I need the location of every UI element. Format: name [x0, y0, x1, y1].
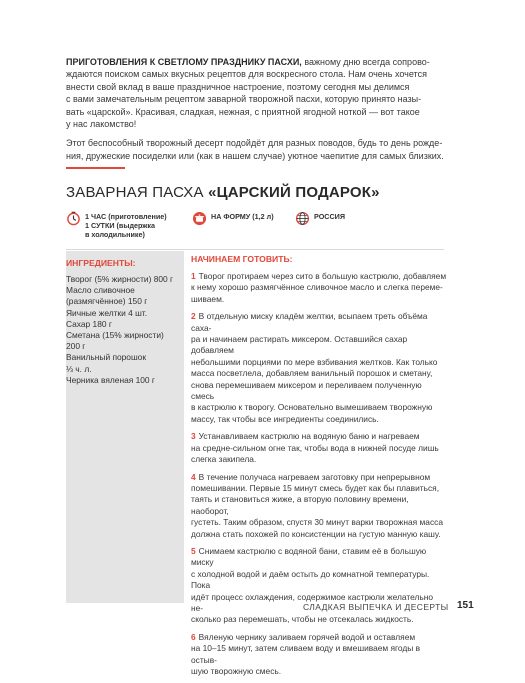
ingredient-item: Сахар 180 г: [66, 318, 112, 329]
step-line: слегка закипела.: [191, 454, 257, 465]
page-number: 151: [457, 600, 474, 611]
step-text: Вяленую чернику заливаем горячей водой и оставляем: [198, 631, 416, 642]
step-item: [191, 431, 447, 465]
step-line: должна стать похожей по консистенции на густую манную кашу.: [191, 528, 441, 539]
ingredient-item: Сметана (15% жирности): [66, 330, 164, 341]
globe-icon: [295, 211, 310, 226]
ingredient-item: Яичные желтки 4 шт.: [66, 307, 148, 318]
step-line: шую творожную смесь.: [191, 666, 282, 676]
meta-form-label: НА ФОРМУ (1,2 л): [211, 212, 274, 221]
step-line: помешивании. Первые 15 минут смесь будет как бы плавиться,: [191, 482, 440, 493]
recipe-title-prefix: ЗАВАРНАЯ ПАСХА: [66, 184, 204, 201]
text-line: ния, дружеские посиделки или (как в нашем случае) уютное чаепитие для самых близких.: [66, 150, 444, 161]
step-line: с холодной водой и даём остыть до комнатной температуры. Пока: [191, 568, 430, 591]
ingredient-item: Черника вяленая 100 г: [66, 374, 155, 385]
step-item: [191, 271, 447, 305]
step-number: 3: [191, 431, 196, 442]
intro-line: у нас лакомство!: [66, 119, 137, 130]
ingredient-item: 200 г: [66, 341, 86, 352]
intro-lead: ПРИГОТОВЛЕНИЯ К СВЕТЛОМУ ПРАЗДНИКУ ПАСХИ,: [66, 57, 302, 67]
meta-time: [66, 211, 167, 239]
meta-form: [192, 211, 274, 226]
intro-line: важному дню всегда сопрово-: [301, 57, 430, 67]
step-line: ра и начинаем растирать миксером. Оставшийся сахар добавляем: [191, 334, 408, 356]
step-number: 2: [191, 311, 196, 322]
step-number: 4: [191, 471, 196, 482]
step-line: шиваем.: [191, 293, 225, 304]
text-line: Этот беспособный творожный десерт подойдёт для разных поводов, будь то день рожде-: [66, 138, 443, 149]
steps-heading: НАЧИНАЕМ ГОТОВИТЬ:: [191, 254, 293, 264]
step-number: 6: [191, 631, 196, 642]
step-line: идёт процесс охлаждения, содержимое кастрюли желательно не-: [191, 591, 434, 613]
intro-line: с вами замечательным рецептом заварной творожной пасхи, которую принято назы-: [66, 94, 422, 105]
step-line: [191, 431, 447, 442]
meta-time-line: 1 ЧАС (приготовление): [85, 212, 167, 221]
step-item: [191, 632, 447, 678]
step-text: Устанавливаем кастрюлю на водяную баню и нагреваем: [198, 431, 420, 442]
step-line: снова перемешиваем миксером и переливаем полученную смесь: [191, 379, 422, 402]
step-text: Творог протираем через сито в большую кастрюлю, добавляем: [198, 271, 447, 281]
meta-country-label: РОССИЯ: [314, 212, 346, 221]
step-line: [191, 632, 447, 643]
step-item: [191, 546, 447, 626]
footer-section: СЛАДКАЯ ВЫПЕЧКА И ДЕСЕРТЫ: [303, 602, 449, 612]
step-line: на 10–15 минут, затем сливаем воду и вмешиваем ягоды в остыв-: [191, 643, 421, 665]
step-line: [191, 472, 447, 483]
intro-line: вать «царской». Красивая, сладкая, нежная, с приятной ягодной ноткой — вот такое: [66, 106, 420, 117]
ingredient-item: ⅓ ч. л.: [66, 363, 92, 374]
meta-time-line: в холодильнике): [85, 229, 145, 239]
step-number: 5: [191, 545, 196, 556]
divider: [66, 249, 444, 250]
accent-rule: [66, 167, 125, 169]
step-text: Снимаем кастрюлю с водяной бани, ставим её в большую миску: [191, 545, 427, 568]
intro-paragraph-1: [66, 56, 444, 130]
ingredient-item: (размягчённое) 150 г: [66, 296, 148, 307]
step-line: таять и становиться жиже, а вторую половину времени, наоборот,: [191, 494, 409, 516]
step-text: В отдельную миску кладём желтки, всыпаем треть объёма саха-: [191, 311, 428, 333]
step-number: 1: [191, 271, 196, 281]
recipe-title: [66, 184, 380, 201]
step-line: массу, так чтобы все ингредиенты соединились.: [191, 413, 379, 424]
intro-p1-body: [66, 57, 444, 130]
ingredient-item: Ванильный порошок: [66, 352, 146, 363]
step-line: к нему хорошо размягчённое сливочное масло и слегка переме-: [191, 282, 443, 293]
intro-paragraph-2: [66, 137, 444, 162]
meta-time-lines: [85, 211, 167, 239]
step-line: масса посветлела, добавляем ванильный порошок и сметану,: [191, 368, 433, 379]
step-line: небольшими порциями по мере взбивания желтков. Как только: [191, 356, 438, 367]
recipe-title-name: «ЦАРСКИЙ ПОДАРОК»: [208, 184, 380, 201]
step-line: в кастрюлю к творогу. Основательно вымешиваем творожную: [191, 402, 433, 413]
ingredient-item: Творог (5% жирности) 800 г: [66, 274, 174, 284]
ingredient-item: Масло сливочное: [66, 285, 135, 296]
step-line: сколько раз перемешать, чтобы не отсекалась жидкость.: [191, 614, 414, 625]
intro-text: [66, 56, 444, 162]
step-line: [191, 311, 447, 334]
intro-line: внести свой вклад в ваше праздничное настроение, поэтому сегодня мы делимся: [66, 81, 410, 92]
ingredients-heading: ИНГРЕДИЕНТЫ:: [66, 258, 136, 268]
intro-line: ждаются поиском самых вкусных рецептов для воскресного стола. Нам очень хочется: [66, 69, 427, 80]
step-line: [191, 271, 447, 282]
steps-list: [191, 271, 447, 683]
step-line: на средне-сильном огне так, чтобы вода в нижней посуде лишь: [191, 442, 439, 453]
step-line: [191, 546, 447, 569]
meta-time-line: 1 СУТКИ (выдержка: [85, 220, 155, 230]
step-text: В течение получаса нагреваем заготовку при непрерывном: [198, 471, 431, 482]
step-item: [191, 472, 447, 540]
pot-icon: [192, 211, 207, 226]
ingredients-list: [66, 274, 182, 386]
step-line: густеть. Таким образом, спустя 30 минут варки творожная масса: [191, 517, 443, 528]
step-item: [191, 311, 447, 425]
clock-icon: [66, 211, 81, 226]
meta-country: [295, 211, 345, 226]
